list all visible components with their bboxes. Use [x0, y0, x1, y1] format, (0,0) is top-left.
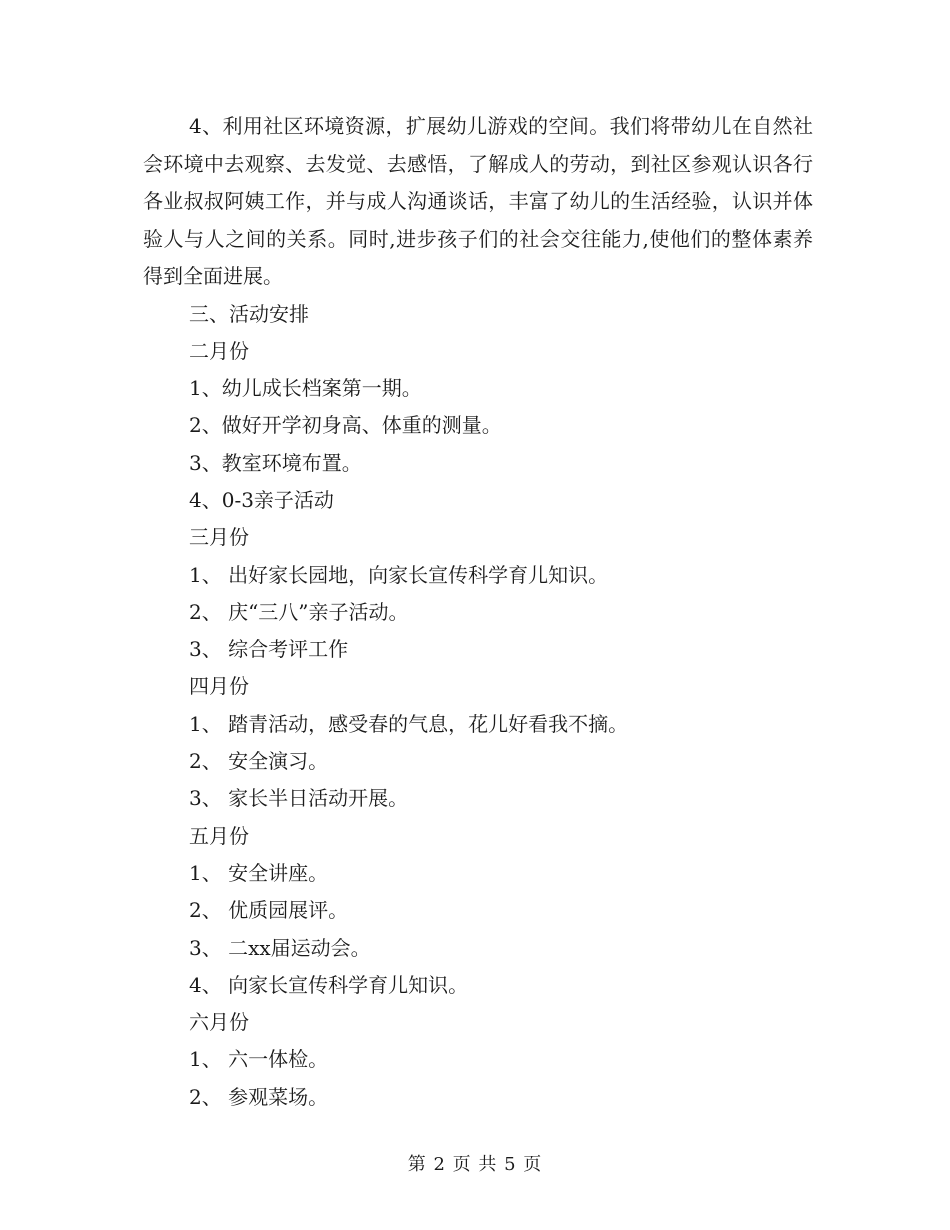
- list-item: 3、教室环境布置。: [189, 450, 362, 475]
- month-section-may: [143, 818, 813, 1004]
- month-title: 四月份: [189, 674, 249, 699]
- list-item: 1、 踏青活动，感受春的气息，花儿好看我不摘。: [189, 711, 629, 736]
- list-item: 1、幼儿成长档案第一期。: [189, 376, 422, 401]
- month-section-march: [143, 519, 813, 668]
- list-item: 4、 向家长宣传科学育儿知识。: [189, 972, 469, 997]
- list-item: 3、 家长半日活动开展。: [189, 786, 409, 811]
- list-item: 1、 安全讲座。: [189, 860, 329, 885]
- list-item: 2、 安全演习。: [189, 749, 329, 774]
- page-number-footer: 第 2 页 共 5 页: [407, 1154, 543, 1175]
- month-title: 五月份: [189, 823, 249, 848]
- list-item: 2、 庆“三八”亲子活动。: [189, 599, 409, 624]
- body-paragraph: 4、利用社区环境资源，扩展幼儿游戏的空间。我们将带幼儿在自然社会环境中去观察、去发觉、去感悟，了解成人的劳动，到社区参观认识各行各业叔叔阿姨工作，并与成人沟通谈话，丰富了幼儿的生活经验，认识并体验人与人之间的关系。同时,进步孩子们的社会交往能力,使他们的整体素养得到全面进展。: [143, 114, 813, 288]
- list-item: 4、0-3亲子活动: [189, 487, 334, 512]
- list-item: 1、 六一体检。: [189, 1047, 329, 1072]
- list-item: 2、 参观菜场。: [189, 1084, 329, 1109]
- month-title: 二月份: [189, 338, 249, 363]
- list-item: 2、 优质园展评。: [189, 898, 349, 923]
- month-title: 六月份: [189, 1010, 249, 1035]
- section-heading: 三、活动安排: [189, 301, 309, 326]
- list-item: 1、 出好家长园地，向家长宣传科学育儿知识。: [189, 562, 609, 587]
- month-section-april: [143, 668, 813, 817]
- month-title: 三月份: [189, 525, 249, 550]
- list-item: 3、 综合考评工作: [189, 637, 349, 662]
- month-section-june: [143, 1004, 813, 1116]
- page-content: [143, 108, 813, 1116]
- list-item: 3、 二xx届运动会。: [189, 935, 371, 960]
- month-section-february: [143, 333, 813, 519]
- list-item: 2、做好开学初身高、体重的测量。: [189, 413, 502, 438]
